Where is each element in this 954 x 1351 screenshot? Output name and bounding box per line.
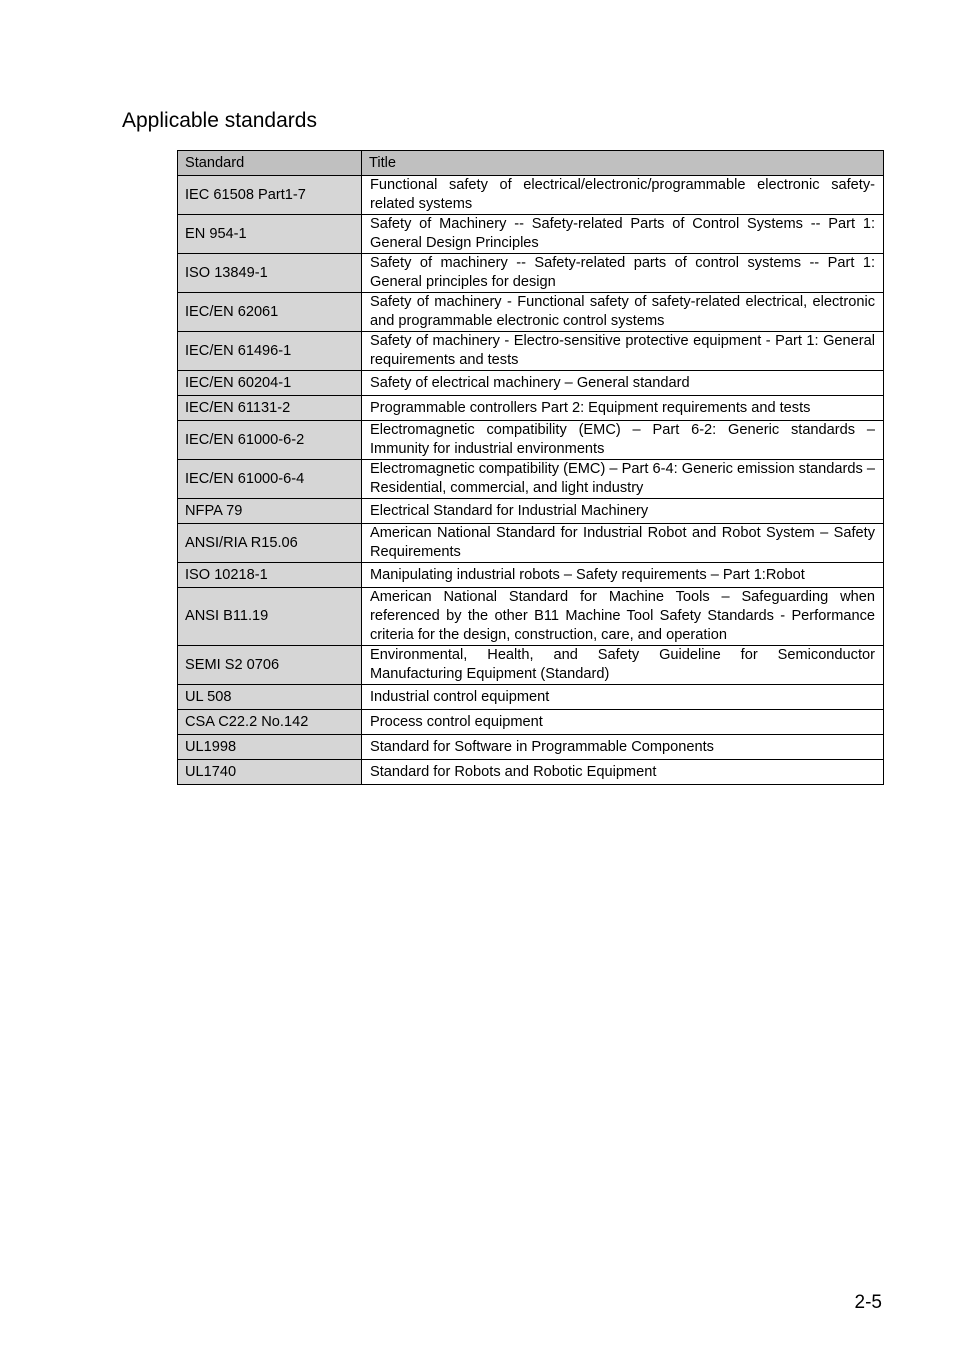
standard-cell: EN 954-1 [178, 215, 362, 254]
title-cell: Process control equipment [362, 710, 884, 735]
column-header-standard: Standard [178, 151, 362, 176]
table-row [178, 421, 884, 460]
title-cell: Manipulating industrial robots – Safety requirements – Part 1:Robot [362, 563, 884, 588]
standard-cell: UL1998 [178, 735, 362, 760]
title-cell: American National Standard for Machine Tools – Safeguarding when referenced by the other B11 Machine Tool Safety Standards - Performance criteria for the design, construction, care, and operation [362, 588, 884, 646]
standards-table [177, 150, 884, 785]
table-row [178, 176, 884, 215]
standard-cell: ANSI/RIA R15.06 [178, 524, 362, 563]
table-row [178, 499, 884, 524]
title-cell: American National Standard for Industrial Robot and Robot System – Safety Requirements [362, 524, 884, 563]
table-row [178, 371, 884, 396]
standard-cell: UL 508 [178, 685, 362, 710]
table-header-row [178, 151, 884, 176]
title-cell: Industrial control equipment [362, 685, 884, 710]
title-cell: Safety of electrical machinery – General standard [362, 371, 884, 396]
title-cell: Electrical Standard for Industrial Machinery [362, 499, 884, 524]
table-row [178, 254, 884, 293]
title-cell: Functional safety of electrical/electronic/programmable electronic safety-related systems [362, 176, 884, 215]
standard-cell: IEC/EN 61000-6-4 [178, 460, 362, 499]
standard-cell: ISO 10218-1 [178, 563, 362, 588]
standard-cell: NFPA 79 [178, 499, 362, 524]
title-cell: Standard for Software in Programmable Components [362, 735, 884, 760]
table-row [178, 735, 884, 760]
standard-cell: IEC/EN 60204-1 [178, 371, 362, 396]
title-cell: Safety of machinery - Functional safety of safety-related electrical, electronic and programmable electronic control systems [362, 293, 884, 332]
title-cell: Electromagnetic compatibility (EMC) – Part 6-4: Generic emission standards – Residential, commercial, and light industry [362, 460, 884, 499]
table-row [178, 332, 884, 371]
standard-cell: SEMI S2 0706 [178, 646, 362, 685]
standard-cell: IEC/EN 61000-6-2 [178, 421, 362, 460]
table-row [178, 396, 884, 421]
title-cell: Safety of machinery - Electro-sensitive protective equipment - Part 1: General requirements and tests [362, 332, 884, 371]
standard-cell: CSA C22.2 No.142 [178, 710, 362, 735]
table-row [178, 588, 884, 646]
table-row [178, 524, 884, 563]
table-row [178, 760, 884, 785]
page-title: Applicable standards [122, 109, 317, 132]
table-row [178, 710, 884, 735]
table-row [178, 685, 884, 710]
column-header-title: Title [362, 151, 884, 176]
table-row [178, 460, 884, 499]
title-cell: Safety of Machinery -- Safety-related Parts of Control Systems -- Part 1: General Design Principles [362, 215, 884, 254]
table-row [178, 215, 884, 254]
title-cell: Environmental, Health, and Safety Guideline for Semiconductor Manufacturing Equipment (Standard) [362, 646, 884, 685]
title-cell: Programmable controllers Part 2: Equipment requirements and tests [362, 396, 884, 421]
table-row [178, 293, 884, 332]
title-cell: Safety of machinery -- Safety-related parts of control systems -- Part 1: General principles for design [362, 254, 884, 293]
title-cell: Electromagnetic compatibility (EMC) – Part 6-2: Generic standards – Immunity for industrial environments [362, 421, 884, 460]
standard-cell: UL1740 [178, 760, 362, 785]
table-body [178, 176, 884, 785]
standard-cell: IEC 61508 Part1-7 [178, 176, 362, 215]
standard-cell: ISO 13849-1 [178, 254, 362, 293]
standard-cell: IEC/EN 62061 [178, 293, 362, 332]
title-cell: Standard for Robots and Robotic Equipment [362, 760, 884, 785]
standard-cell: IEC/EN 61496-1 [178, 332, 362, 371]
standard-cell: ANSI B11.19 [178, 588, 362, 646]
table-row [178, 563, 884, 588]
standard-cell: IEC/EN 61131-2 [178, 396, 362, 421]
page-number: 2-5 [854, 1292, 882, 1313]
table-row [178, 646, 884, 685]
